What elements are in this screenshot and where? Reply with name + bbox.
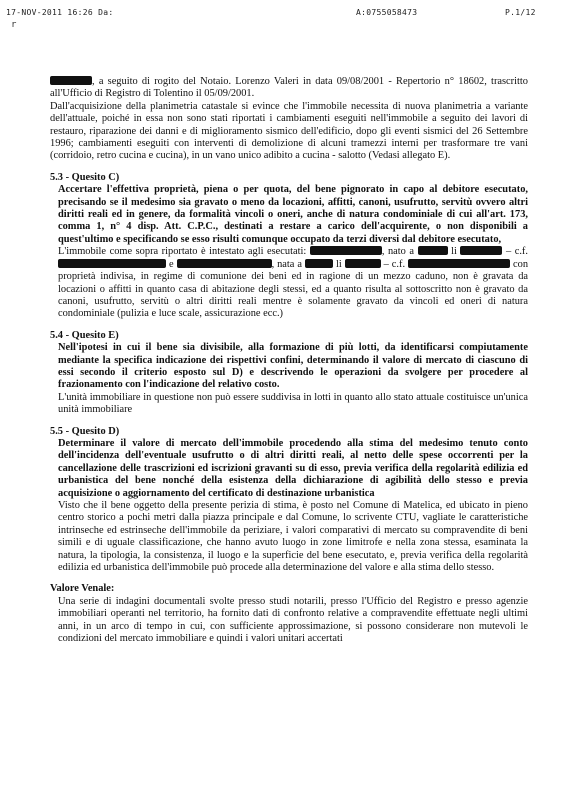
fax-header-page: P.1/12 — [505, 8, 536, 17]
redaction-mark — [460, 246, 502, 255]
redaction-mark — [177, 259, 272, 268]
fax-header-number: A:0755058473 — [356, 8, 418, 17]
redaction-mark — [345, 259, 381, 268]
redaction-mark — [310, 246, 382, 255]
heading-valore-venale: Valore Venale: — [50, 583, 115, 595]
redaction-mark — [418, 246, 448, 255]
heading-5-4: 5.4 - Quesito E) — [50, 329, 119, 341]
question-5-4: Nell'ipotesi in cui il bene sia divisibile, alla formazione di più lotti, da identificarsi compiutamente mediante la specifica indicazione dei rispettivi confini, determinando il valore di mercato di ciascuno di essi secondo il criterio esposto sul D) e descrivendo le operazioni da svolgere per procedere al frazionamento con l'indicazione del relativo costo. — [58, 342, 528, 391]
valore-venale-text: Una serie di indagini documentali svolte presso studi notarili, presso l'Ufficio del Registro e presso agenzie immobiliari operanti nel territorio, ha fornito dati di confronto relative a compravendite effettuate negli ultimi anni, in un arco di tempo in cui, con sufficiente approssimazione, si possono considerare non mutevoli le condizioni del mercato immobiliare e quindi i valori unitari accertati — [58, 595, 528, 645]
intro-paragraph: , a seguito di rogito del Notaio. Lorenzo Valeri in data 09/08/2001 - Repertorio n° 18602, trascritto all'Ufficio di Registro di Tolentino il 05/09/2001. — [50, 76, 528, 100]
redaction-mark — [305, 259, 333, 268]
redaction-mark — [408, 259, 510, 268]
document-body — [50, 76, 528, 645]
answer-5-5: Visto che il bene oggetto della presente perizia di stima, è posto nel Comune di Matelica, ed ubicato in pieno centro storico a pochi metri dalla piazza principale e dal Comune, lo scrivente CTU, vagliate le caratteristiche intrinseche ed estrinseche dell'immobile da periziare, i valori comparativi di mercato su compravendite di beni simili e di uguale classificazione, che hanno avuto luogo in zone limitrofe e nella zona stessa, esaminata la natura, la tipologia, la consistenza, il luogo e la superficie del bene esecutato, e, previa verifica della regolarità edilizia ed urbanistica dell'immobile può procede alla determinazione del valore e alla stima dello stesso. — [58, 500, 528, 574]
question-5-3: Accertare l'effettiva proprietà, piena o per quota, del bene pignorato in capo al debitore esecutato, precisando se il medesimo sia gravato o meno da locazioni, affitti, canoni, usufrutto, servitù ovvero altri diritti reali ed in genere, da formalità vincoli o oneri, anche di natura condominiale di cui all'art. 173, comma 1, n° 4 disp. Att. C.P.C., destinati a restare a carico dell'acquirente, o non disponibili a quest'ultimo e specificando se esso risulti comunque occupato da terzi diversi dal debitore esecutato, — [58, 184, 528, 245]
fax-header-sender: 17-NOV-2011 16:26 Da: — [6, 8, 114, 17]
heading-5-5: 5.5 - Quesito D) — [50, 425, 120, 437]
question-5-5: Determinare il valore di mercato dell'immobile procedendo alla stima del medesimo tenuto conto dell'incidenza dell'eventuale usufrutto o di altri diritti reali, al netto delle spese occorrenti per la cancellazione delle trascrizioni ed iscrizioni gravanti su di esso, previa verifica della regolarità edilizia ed urbanistica del bene nonché della esistenza della dichiarazione di agibilità dello stesso e previa acquisizione o aggiornamento del certificato di destinazione urbanistica — [58, 437, 528, 499]
answer-5-4: L'unità immobiliare in questione non può essere suddivisa in lotti in quanto allo stato attuale costituisce un'unica unità immobiliare — [58, 391, 528, 416]
redaction-mark — [58, 259, 166, 268]
redaction-mark — [50, 76, 92, 85]
planimetria-paragraph: Dall'acquisizione della planimetria catastale si evince che l'immobile necessita di nuova planimetria a variante dell'attuale, poiché in essa non sono stati riportati i cambiamenti eseguiti nell'immobile a seguito dei lavori di restauro, riparazione dei danni e di miglioramento sismico dell'edificio, dopo gli eventi sismici del 26 Settembre 1996; cambiamenti eseguiti con interventi di demolizione di alcuni tramezzi interni per trasformare tre vani (corridoio, retro cucina e cucina), in un vano unico adibito a cucina - salotto (Vedasi allegato E). — [50, 100, 528, 162]
heading-5-3: 5.3 - Quesito C) — [50, 171, 120, 183]
answer-5-3: L'immobile come sopra riportato è intestato agli esecutati: , nato a li – c.f. e , nata a li – c.f. con proprietà indivisa, in regime di comunione dei beni ed in ragione di un mezzo caduno, non è gravata da locazioni o affitti in quanto casa di abitazione degli stessi, ed a quanto risulta al sottoscritto non è gravato da canoni, usufrutto, servitù o altri diritti reali mentre è solamente gravato da vincoli ed oneri di natura condominiale (pulizia e luce scale, assicurazione ecc.) — [58, 246, 529, 320]
margin-mark: r — [11, 20, 17, 30]
